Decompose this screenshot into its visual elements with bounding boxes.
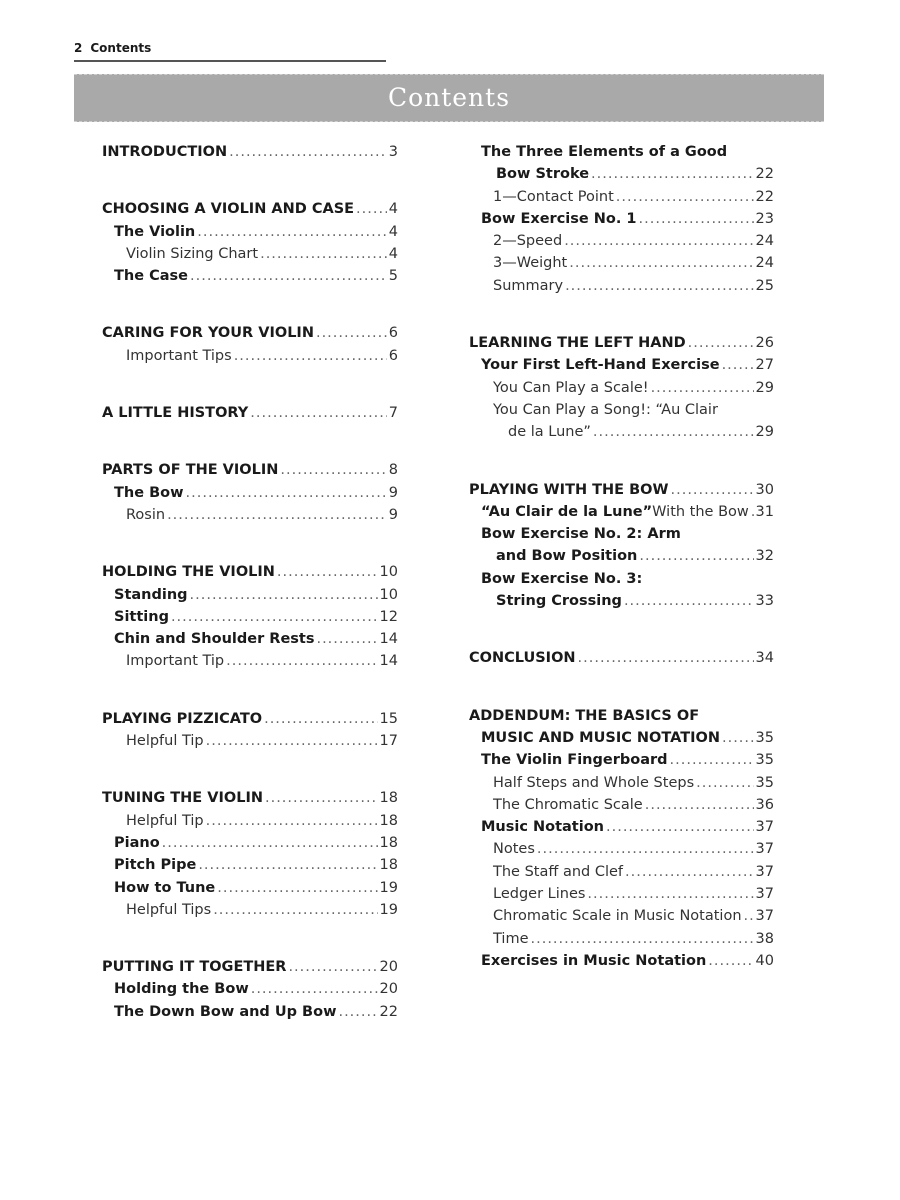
toc-page-number: 17 [379, 733, 398, 750]
toc-entry[interactable] [102, 787, 398, 809]
toc-entry[interactable] [469, 399, 774, 421]
toc-entry-title: ADDENDUM: THE BASICS OF [469, 707, 700, 724]
toc-page-number: 8 [388, 462, 398, 479]
toc-section-bow-stroke [469, 141, 774, 297]
dot-leader [198, 854, 377, 876]
toc-entry[interactable] [469, 377, 774, 399]
toc-page-number: 4 [388, 201, 398, 218]
dot-leader [639, 208, 754, 230]
toc-entry[interactable] [469, 354, 774, 376]
toc-entry-title: You Can Play a Scale! [493, 379, 649, 396]
dot-leader [651, 377, 754, 399]
toc-entry-title: The Case [114, 268, 188, 285]
toc-page-number: 19 [379, 901, 398, 918]
toc-right-column [469, 141, 774, 972]
toc-page-number: 10 [379, 564, 398, 581]
toc-entry[interactable] [469, 950, 774, 972]
toc-entry[interactable] [469, 883, 774, 905]
toc-section-tuning-the-violin [102, 787, 398, 921]
toc-entry[interactable] [102, 141, 398, 163]
toc-entry[interactable] [102, 810, 398, 832]
dot-leader [288, 956, 377, 978]
toc-page-number: 25 [755, 277, 774, 294]
toc-page-number: 22 [379, 1003, 398, 1020]
dot-leader [316, 322, 387, 344]
toc-page-number: 24 [755, 255, 774, 272]
dot-leader [564, 230, 753, 252]
toc-entry[interactable] [469, 727, 774, 749]
toc-entry-title: Chromatic Scale in Music Notation [493, 908, 742, 925]
toc-section-learning-the-left-hand [469, 332, 774, 443]
toc-entry-title: Important Tips [126, 347, 232, 364]
toc-entry[interactable] [469, 186, 774, 208]
toc-entry[interactable] [469, 590, 774, 612]
toc-entry[interactable] [469, 647, 774, 669]
toc-page-number: 22 [755, 166, 774, 183]
toc-entry[interactable] [469, 772, 774, 794]
toc-section-a-little-history [102, 402, 398, 424]
running-head [74, 40, 386, 62]
toc-entry[interactable] [469, 141, 774, 163]
toc-page-number: 27 [755, 357, 774, 374]
toc-entry-title: MUSIC AND MUSIC NOTATION [481, 729, 720, 746]
toc-entry[interactable] [102, 650, 398, 672]
toc-section-caring-for-your-violin [102, 322, 398, 367]
toc-entry[interactable] [469, 705, 774, 727]
toc-page-number: 20 [379, 981, 398, 998]
toc-entry[interactable] [102, 243, 398, 265]
toc-entry-title: The Three Elements of a Good [481, 144, 728, 160]
toc-entry-title: The Staff and Clef [493, 863, 624, 880]
toc-section-putting-it-together [102, 956, 398, 1023]
toc-entry[interactable] [469, 208, 774, 230]
toc-section-addendum [469, 705, 774, 973]
dot-leader [569, 252, 753, 274]
toc-page-number: 19 [379, 879, 398, 896]
toc-entry-title: Your First Left-Hand Exercise [481, 357, 720, 374]
toc-page-number: 3 [388, 144, 398, 160]
toc-entry[interactable] [102, 402, 398, 424]
toc-entry-title: PUTTING IT TOGETHER [102, 959, 287, 976]
toc-entry[interactable] [102, 504, 398, 526]
toc-section-holding-the-violin [102, 561, 398, 672]
toc-entry[interactable] [102, 606, 398, 628]
toc-page-number: 9 [388, 506, 398, 523]
dot-leader [264, 708, 377, 730]
toc-entry-title: Summary [493, 277, 564, 294]
toc-entry-title: The Violin Fingerboard [481, 752, 668, 769]
toc-entry[interactable] [102, 482, 398, 504]
dot-leader [565, 275, 753, 297]
dot-leader [537, 838, 754, 860]
dot-leader [356, 198, 387, 220]
toc-entry[interactable] [102, 899, 398, 921]
toc-entry-title: Bow Stroke [496, 166, 590, 183]
dot-leader [578, 647, 754, 669]
toc-entry[interactable] [102, 198, 398, 220]
toc-entry[interactable] [102, 584, 398, 606]
toc-entry-title: Violin Sizing Chart [126, 245, 259, 262]
toc-page-number: 32 [755, 548, 774, 565]
dot-leader [190, 584, 378, 606]
toc-page-number: 24 [755, 233, 774, 250]
dot-leader [625, 861, 754, 883]
dot-leader [670, 749, 754, 771]
dot-leader [616, 186, 754, 208]
dot-leader [226, 650, 377, 672]
toc-entry-title: CARING FOR YOUR VIOLIN [102, 325, 314, 342]
toc-page-number: 31 [755, 503, 774, 520]
toc-entry-title: 1—Contact Point [493, 188, 614, 205]
toc-entry-title: Chin and Shoulder Rests [114, 631, 315, 648]
toc-entry[interactable] [102, 956, 398, 978]
dot-leader [593, 421, 754, 443]
dot-leader [277, 561, 378, 583]
toc-page-number: 6 [388, 347, 398, 364]
toc-page-number: 4 [388, 245, 398, 262]
toc-entry-title: LEARNING THE LEFT HAND [469, 335, 686, 352]
toc-page-number: 40 [755, 952, 774, 969]
toc-page-number: 22 [755, 188, 774, 205]
dot-leader [606, 816, 754, 838]
toc-entry-title: Music Notation [481, 819, 604, 836]
toc-entry-title: Rosin [126, 506, 166, 523]
toc-page-number: 29 [755, 424, 774, 441]
toc-entry-title: Standing [114, 586, 188, 603]
toc-page-number: 18 [379, 790, 398, 807]
toc-entry-title: How to Tune [114, 879, 216, 896]
toc-section-introduction [102, 141, 398, 163]
toc-entry-title: HOLDING THE VIOLIN [102, 564, 275, 581]
dot-leader [206, 730, 378, 752]
toc-entry[interactable] [469, 501, 774, 523]
running-title: Contents [90, 41, 152, 55]
toc-entry[interactable] [469, 332, 774, 354]
toc-entry-title: String Crossing [496, 593, 622, 610]
dot-leader [316, 628, 377, 650]
toc-entry[interactable] [469, 861, 774, 883]
toc-entry[interactable] [469, 479, 774, 501]
dot-leader [722, 727, 754, 749]
dot-leader [751, 501, 754, 523]
dot-leader [280, 459, 386, 481]
toc-entry-title: Time [493, 930, 529, 947]
toc-entry-title: CONCLUSION [469, 650, 576, 667]
toc-section-playing-pizzicato [102, 708, 398, 753]
toc-entry-title: Notes [493, 841, 535, 858]
toc-page-number: 14 [379, 653, 398, 670]
toc-page-number: 26 [755, 335, 774, 352]
toc-entry-title: PLAYING WITH THE BOW [469, 481, 669, 498]
toc-page-number: 12 [379, 608, 398, 625]
toc-page-number: 38 [755, 930, 774, 947]
toc-entry[interactable] [469, 905, 774, 927]
toc-entry-title: Bow Exercise No. 1 [481, 210, 637, 227]
toc-entry-title: Piano [114, 834, 160, 851]
toc-entry[interactable] [469, 816, 774, 838]
toc-entry-title: Bow Exercise No. 2: Arm [481, 526, 681, 543]
toc-page-number: 15 [379, 710, 398, 727]
toc-entry[interactable] [469, 275, 774, 297]
dot-leader [171, 606, 378, 628]
dot-leader [206, 810, 378, 832]
toc-entry[interactable] [469, 421, 774, 443]
toc-entry[interactable] [102, 708, 398, 730]
dot-leader [167, 504, 387, 526]
toc-entry-title: You Can Play a Song!: “Au Clair [493, 401, 718, 418]
toc-entry-title: Helpful Tip [126, 733, 204, 750]
toc-entry[interactable] [102, 1001, 398, 1023]
dot-leader [591, 163, 754, 185]
toc-entry-title: A LITTLE HISTORY [102, 405, 249, 422]
toc-section-parts-of-the-violin [102, 459, 398, 526]
dot-leader [197, 221, 387, 243]
dot-leader [696, 772, 753, 794]
dot-leader [688, 332, 754, 354]
toc-section-playing-with-the-bow [469, 479, 774, 613]
toc-entry[interactable] [102, 561, 398, 583]
dot-leader [671, 479, 754, 501]
toc-entry-title: Helpful Tip [126, 812, 204, 829]
dot-leader [265, 787, 378, 809]
dot-leader [639, 545, 753, 567]
toc-entry-title: The Chromatic Scale [493, 796, 643, 813]
contents-banner [74, 74, 824, 122]
toc-page-number: 9 [388, 484, 398, 501]
toc-page-number: 23 [755, 210, 774, 227]
toc-entry[interactable] [102, 459, 398, 481]
dot-leader [722, 354, 754, 376]
toc-page-number: 35 [755, 729, 774, 746]
toc-entry[interactable] [102, 854, 398, 876]
banner-title: Contents [387, 83, 511, 112]
dot-leader [234, 345, 387, 367]
toc-page-number: 36 [755, 796, 774, 813]
toc-page-number: 20 [379, 959, 398, 976]
toc-entry[interactable] [102, 265, 398, 287]
dot-leader [587, 883, 753, 905]
toc-entry[interactable] [469, 568, 774, 590]
dot-leader [744, 905, 754, 927]
dot-leader [213, 899, 377, 921]
toc-page-number: 37 [755, 841, 774, 858]
toc-section-conclusion [469, 647, 774, 669]
toc-entry-title: Sitting [114, 608, 169, 625]
toc-section-choosing-a-violin-and-case [102, 198, 398, 287]
toc-page-number: 37 [755, 908, 774, 925]
toc-entry-title: Helpful Tips [126, 901, 212, 918]
toc-page-number: 7 [388, 405, 398, 422]
toc-entry[interactable] [102, 628, 398, 650]
dot-leader [217, 877, 377, 899]
toc-entry[interactable] [102, 322, 398, 344]
toc-entry-title: 2—Speed [493, 233, 563, 250]
toc-page-number: 35 [755, 752, 774, 769]
toc-entry-title: The Violin [114, 223, 196, 240]
toc-page-number: 37 [755, 886, 774, 903]
toc-entry-title: Holding the Bow [114, 981, 249, 998]
toc-page-number: 18 [379, 812, 398, 829]
dot-leader [190, 265, 387, 287]
toc-entry[interactable] [102, 877, 398, 899]
toc-entry[interactable] [469, 523, 774, 545]
toc-entry-title: Half Steps and Whole Steps [493, 774, 695, 791]
dot-leader [250, 402, 386, 424]
dot-leader [186, 482, 387, 504]
toc-entry-title: Pitch Pipe [114, 857, 197, 874]
toc-entry-title: “Au Clair de la Lune” [481, 503, 653, 520]
toc-page-number: 29 [755, 379, 774, 396]
toc-page-number: 37 [755, 819, 774, 836]
dot-leader [229, 141, 387, 163]
toc-entry-title: 3—Weight [493, 255, 568, 272]
toc-entry[interactable] [102, 345, 398, 367]
toc-entry-title: Bow Exercise No. 3: [481, 570, 643, 587]
dot-leader [708, 950, 753, 972]
toc-page-number: 6 [388, 325, 398, 342]
toc-page-number: 37 [755, 863, 774, 880]
page-number: 2 [74, 41, 83, 55]
toc-page-number: 30 [755, 481, 774, 498]
toc-page-number: 18 [379, 857, 398, 874]
toc-entry[interactable] [102, 221, 398, 243]
toc-entry[interactable] [469, 928, 774, 950]
toc-entry-title: de la Lune” [508, 424, 591, 441]
toc-page-number: 5 [388, 268, 398, 285]
toc-page-number: 4 [388, 223, 398, 240]
toc-entry-title: CHOOSING A VIOLIN AND CASE [102, 201, 355, 218]
toc-entry-title: The Bow [114, 484, 184, 501]
toc-entry-title: and Bow Position [496, 548, 638, 565]
toc-entry[interactable] [469, 545, 774, 567]
dot-leader [531, 928, 754, 950]
toc-left-column [102, 141, 398, 1023]
dot-leader [251, 978, 378, 1000]
toc-page-number: 33 [755, 593, 774, 610]
toc-entry[interactable] [469, 749, 774, 771]
toc-page-number: 18 [379, 834, 398, 851]
toc-entry[interactable] [469, 230, 774, 252]
toc-entry-title-suffix: With the Bow [652, 503, 749, 520]
toc-entry[interactable] [469, 794, 774, 816]
toc-entry-title: PARTS OF THE VIOLIN [102, 462, 279, 479]
toc-entry-title: PLAYING PIZZICATO [102, 710, 263, 727]
dot-leader [624, 590, 754, 612]
toc-entry-title: TUNING THE VIOLIN [102, 790, 263, 807]
toc-page-number: 14 [379, 631, 398, 648]
dot-leader [645, 794, 754, 816]
toc-entry[interactable] [469, 163, 774, 185]
toc-entry[interactable] [102, 978, 398, 1000]
toc-entry-title: Exercises in Music Notation [481, 952, 707, 969]
dot-leader [162, 832, 378, 854]
dot-leader [338, 1001, 377, 1023]
toc-page-number: 35 [755, 774, 774, 791]
toc-entry-title: The Down Bow and Up Bow [114, 1003, 337, 1020]
toc-page-number: 10 [379, 586, 398, 603]
toc-entry[interactable] [102, 730, 398, 752]
toc-entry[interactable] [102, 832, 398, 854]
toc-entry-title: INTRODUCTION [102, 144, 228, 160]
toc-entry[interactable] [469, 252, 774, 274]
toc-page-number: 34 [755, 650, 774, 667]
toc-entry[interactable] [469, 838, 774, 860]
dot-leader [260, 243, 387, 265]
toc-entry-title: Ledger Lines [493, 886, 586, 903]
toc-entry-title: Important Tip [126, 653, 225, 670]
